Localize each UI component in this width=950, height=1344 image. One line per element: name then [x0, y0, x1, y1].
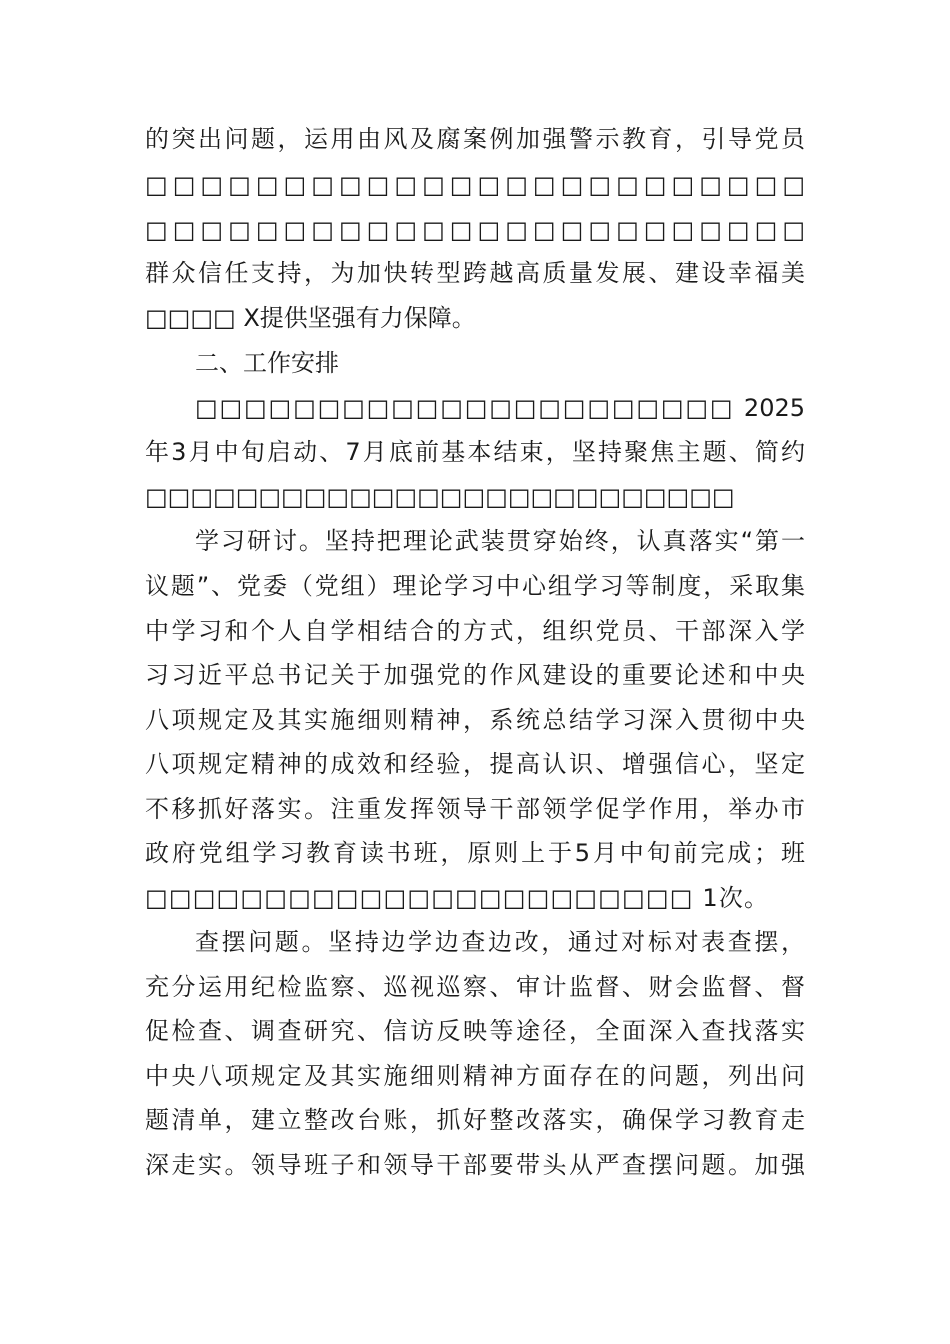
- text-line: □□□□□□□□□□□□□□□□□□□□□□□□□□: [145, 483, 735, 511]
- text-line: 群众信任支持，为加快转型跨越高质量发展、建设幸福美: [145, 259, 805, 287]
- text-line: 促检查、调查研究、信访反映等途径，全面深入查找落实: [145, 1017, 805, 1045]
- text-line: 议题”、党委（党组）理论学习中心组学习等制度，采取集: [145, 572, 805, 600]
- text-line: 学习研讨。坚持把理论武装贯穿始终，认真落实“第一: [195, 527, 805, 555]
- text-line: 习习近平总书记关于加强党的作风建设的重要论述和中央: [145, 661, 805, 689]
- text-line: □□□□□□□□□□□□□□□□□□□□□□□□: [145, 216, 805, 244]
- text-line: 中学习和个人自学相结合的方式，组织党员、干部深入学: [145, 617, 805, 645]
- text-line: 深走实。领导班子和领导干部要带头从严查摆问题。加强: [145, 1151, 805, 1179]
- text-line: 充分运用纪检监察、巡视巡察、审计监督、财会监督、督: [145, 973, 805, 1001]
- text-line: 八项规定及其实施细则精神，系统总结学习深入贯彻中央: [145, 706, 805, 734]
- section-heading: 二、工作安排: [195, 349, 339, 377]
- text-line: □□□□□□□□□□□□□□□□□□□□□□□ 1次。: [145, 884, 768, 912]
- text-line: 年3月中旬启动、7月底前基本结束，坚持聚焦主题、简约: [145, 438, 805, 466]
- text-line: □□□□□□□□□□□□□□□□□□□□□□ 2025: [195, 394, 805, 422]
- text-line: 中央八项规定及其实施细则精神方面存在的问题，列出问: [145, 1062, 805, 1090]
- text-line: 政府党组学习教育读书班，原则上于5月中旬前完成；班: [145, 839, 805, 867]
- text-line: □□□□□□□□□□□□□□□□□□□□□□□□: [145, 171, 805, 199]
- text-line: 的突出问题，运用由风及腐案例加强警示教育，引导党员: [145, 125, 805, 153]
- text-line: 不移抓好落实。注重发挥领导干部领学促学作用，举办市: [145, 795, 805, 823]
- text-line: 查摆问题。坚持边学边查边改，通过对标对表查摆，: [195, 928, 805, 956]
- text-line: 八项规定精神的成效和经验，提高认识、增强信心，坚定: [145, 750, 805, 778]
- text-line: □□□□ X提供坚强有力保障。: [145, 304, 476, 332]
- text-line: 题清单，建立整改台账，抓好整改落实，确保学习教育走: [145, 1106, 805, 1134]
